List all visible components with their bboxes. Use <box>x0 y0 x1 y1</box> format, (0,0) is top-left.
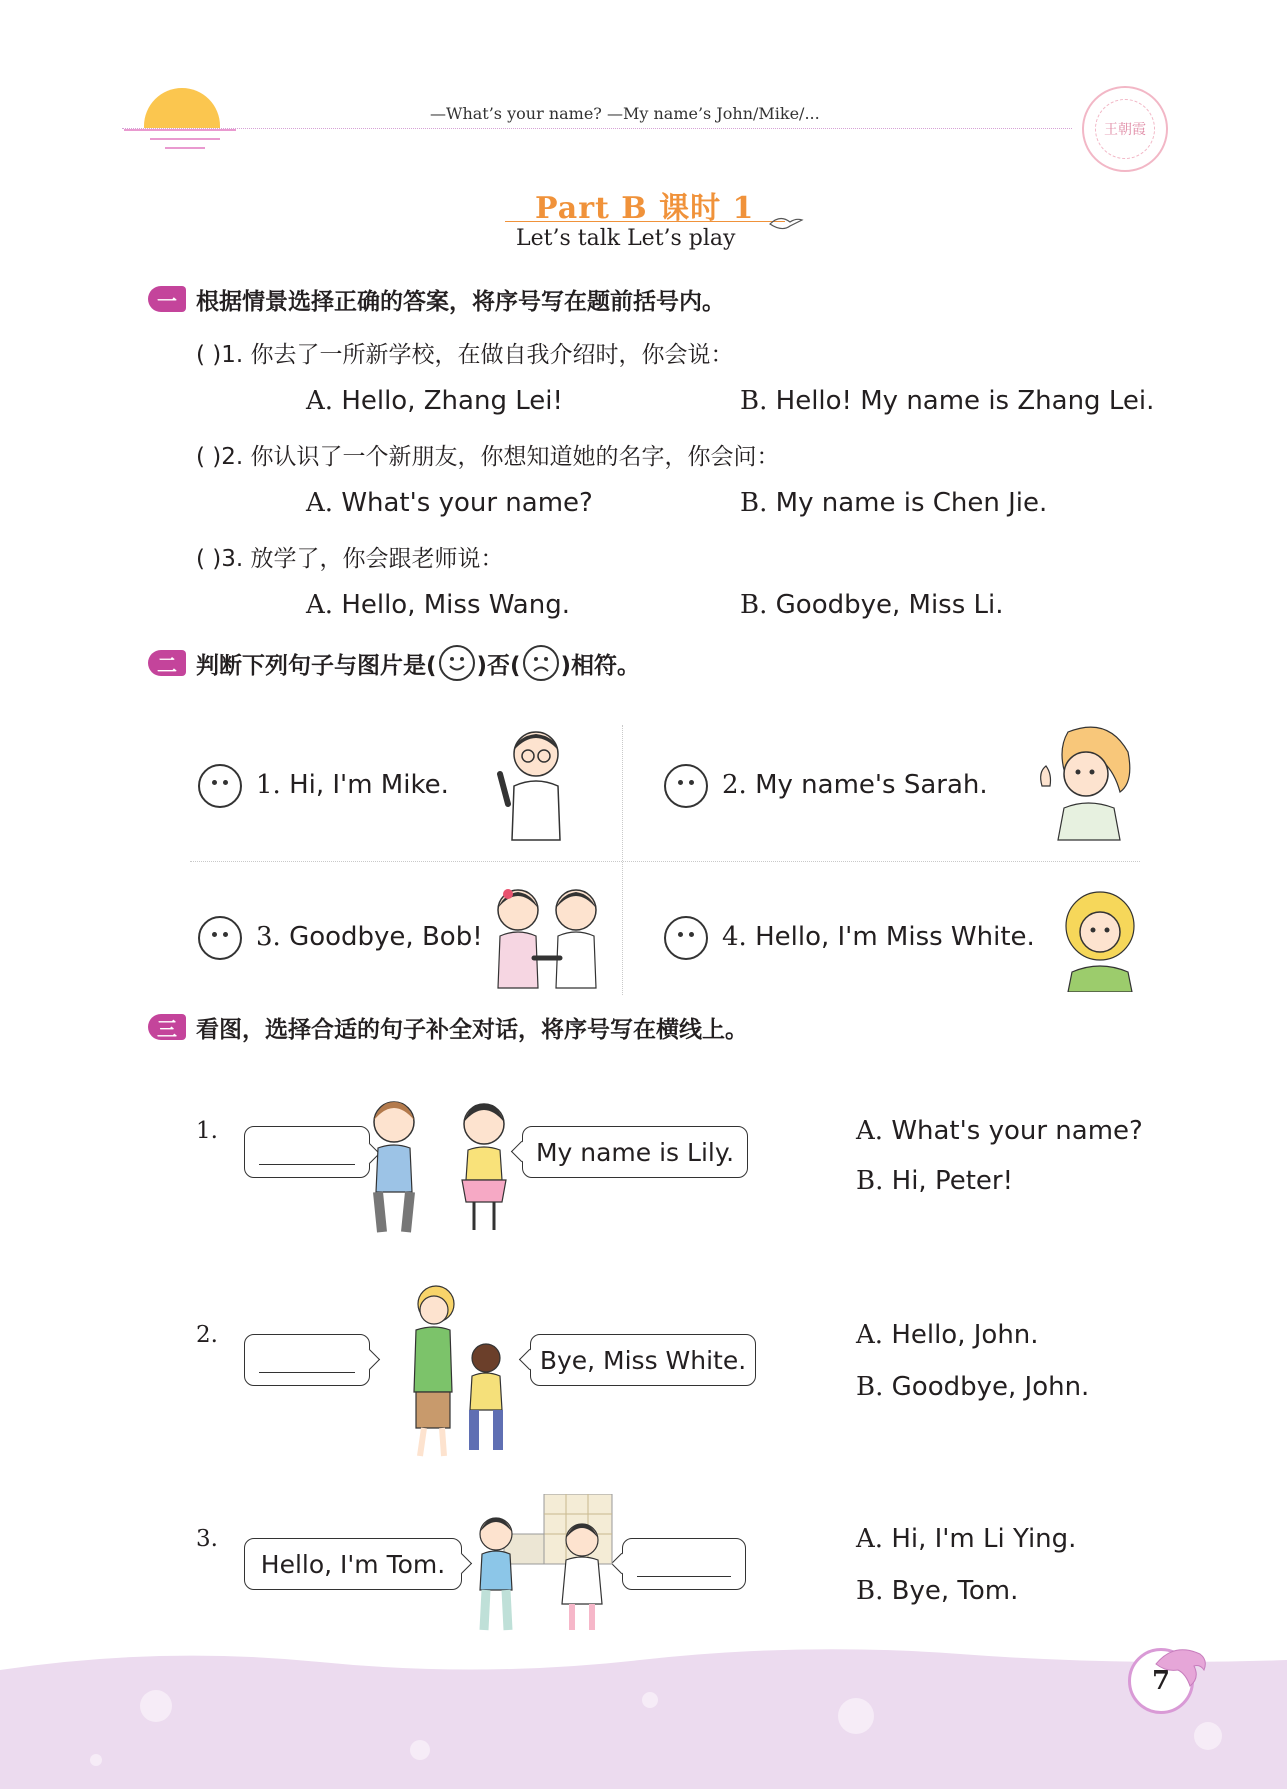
footer-wave-background <box>0 1640 1287 1789</box>
dialogue-3-answer-bubble[interactable] <box>622 1538 746 1590</box>
section-tag: 二 <box>148 650 186 676</box>
running-title: —What’s your name? —My name’s John/Mike/... <box>430 104 820 123</box>
dolphin-icon <box>1150 1640 1210 1690</box>
dialogue-2-option-a: A. Hello, John. <box>856 1320 1039 1350</box>
dialogue-3-option-a: A. Hi, I'm Li Ying. <box>856 1524 1077 1554</box>
question-1-option-b: B. Hello! My name is Zhang Lei. <box>740 386 1155 416</box>
sun-underline <box>124 129 236 131</box>
miss-white-and-john-illustration <box>380 1280 514 1460</box>
sun-decoration <box>144 88 220 128</box>
grid-divider-vertical <box>622 725 623 995</box>
boy-with-glasses-illustration <box>494 724 574 844</box>
dialogue-1-option-b: B. Hi, Peter! <box>856 1166 1013 1196</box>
sun-underline-3 <box>165 147 205 149</box>
children-shaking-hands-illustration <box>486 884 614 992</box>
dialogue-3-speech-bubble: Hello, I'm Tom. <box>244 1538 462 1590</box>
part-title: Part B 课时 1 <box>535 191 755 226</box>
dialogue-2-number: 2. <box>196 1322 218 1348</box>
dialogue-3-option-b: B. Bye, Tom. <box>856 1576 1019 1606</box>
dialogue-2-option-b: B. Goodbye, John. <box>856 1372 1090 1402</box>
section2-header: 二 判断下列句子与图片是( )否( )相符。 <box>148 648 640 678</box>
answer-face-icon[interactable] <box>664 916 708 960</box>
dialogue-1-answer-bubble[interactable] <box>244 1126 370 1178</box>
section-tag: 三 <box>148 1014 186 1040</box>
statement-4: 4. Hello, I'm Miss White. <box>722 922 1035 952</box>
statement-2: 2. My name's Sarah. <box>722 770 988 800</box>
dialogue-3-number: 3. <box>196 1526 218 1552</box>
grid-divider-horizontal <box>190 861 1140 862</box>
answer-face-icon[interactable] <box>198 916 242 960</box>
question-2-option-a: A. What's your name? <box>306 488 593 518</box>
miss-white-illustration <box>1058 888 1144 992</box>
dialogue-2-speech-bubble: Bye, Miss White. <box>530 1334 756 1386</box>
answer-blank[interactable] <box>259 1164 355 1165</box>
question-2-option-b: B. My name is Chen Jie. <box>740 488 1048 518</box>
peter-and-lily-illustration <box>364 1096 516 1234</box>
answer-blank[interactable] <box>637 1576 731 1577</box>
question-1-stem: ( )1. 你去了一所新学校，在做自我介绍时，你会说： <box>196 342 734 368</box>
question-1-option-a: A. Hello, Zhang Lei! <box>306 386 563 416</box>
logo-text: 王朝霞 <box>1095 99 1155 159</box>
page-number: 7 <box>1128 1648 1194 1714</box>
section3-header <box>148 1012 748 1042</box>
dialogue-1-option-a: A. What's your name? <box>856 1116 1143 1146</box>
girl-sarah-illustration <box>1028 722 1138 842</box>
statement-1: 1. Hi, I'm Mike. <box>256 770 449 800</box>
section-tag: 一 <box>148 286 186 312</box>
section1-header <box>148 284 725 314</box>
statement-3: 3. Goodbye, Bob! <box>256 922 483 952</box>
dialogue-2-answer-bubble[interactable] <box>244 1334 370 1386</box>
dialogue-1-speech-bubble: My name is Lily. <box>522 1126 748 1178</box>
answer-face-icon[interactable] <box>664 764 708 808</box>
smiley-face-icon <box>439 645 475 681</box>
answer-blank[interactable] <box>259 1372 355 1373</box>
bird-icon <box>768 210 804 234</box>
answer-face-icon[interactable] <box>198 764 242 808</box>
title-rule <box>505 221 785 222</box>
question-3-stem: ( )3. 放学了，你会跟老师说： <box>196 546 504 572</box>
question-3-option-a: A. Hello, Miss Wang. <box>306 590 570 620</box>
sad-face-icon <box>523 645 559 681</box>
tom-and-li-ying-at-school-illustration <box>470 1494 616 1634</box>
part-subtitle: Let’s talk Let’s play <box>516 226 736 251</box>
dialogue-1-number: 1. <box>196 1118 218 1144</box>
header-rule <box>122 128 1072 129</box>
section-instruction: 根据情景选择正确的答案，将序号写在题前括号内。 <box>196 288 725 315</box>
section-instruction: 看图，选择合适的句子补全对话，将序号写在横线上。 <box>196 1016 748 1043</box>
question-2-stem: ( )2. 你认识了一个新朋友，你想知道她的名字，你会问： <box>196 444 780 470</box>
sun-underline-2 <box>150 138 220 140</box>
publisher-logo <box>1082 86 1168 172</box>
question-3-option-b: B. Goodbye, Miss Li. <box>740 590 1004 620</box>
